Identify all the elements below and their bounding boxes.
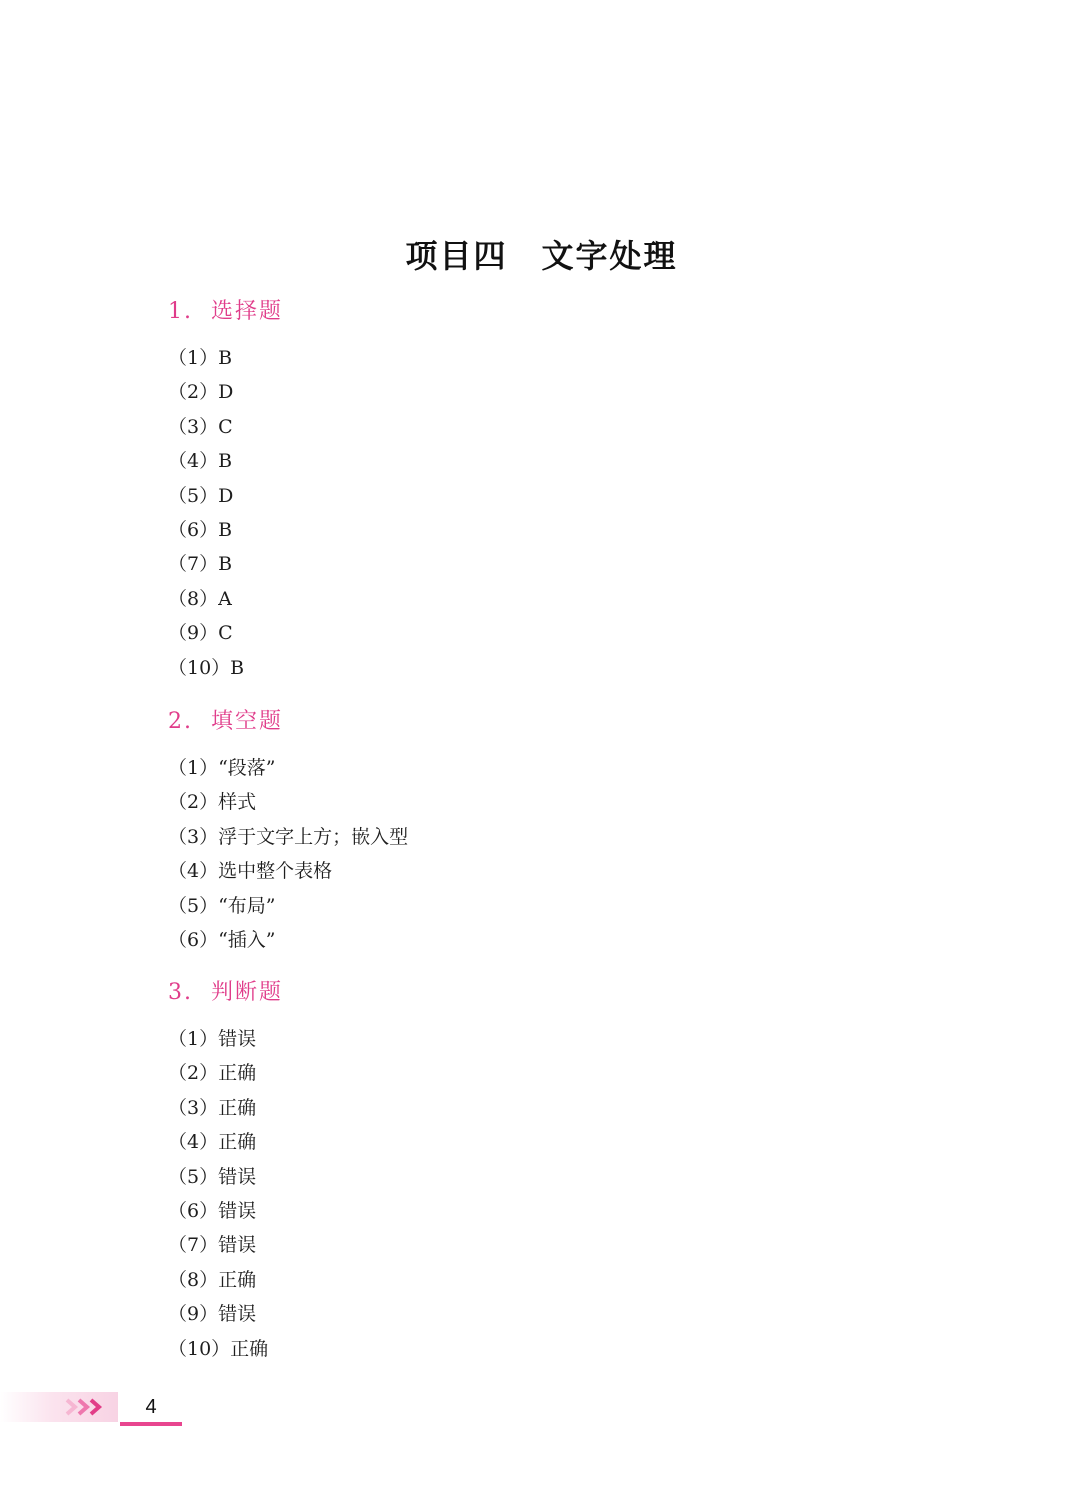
answer-item: （2）D bbox=[168, 381, 234, 404]
answer-item: （8）A bbox=[168, 587, 232, 610]
page-number-underline bbox=[120, 1422, 182, 1426]
answer-item: （3）C bbox=[168, 415, 233, 438]
section-multiple-choice bbox=[168, 297, 283, 685]
answer-item: （8）正确 bbox=[168, 1268, 257, 1291]
answer-item: （4）B bbox=[168, 450, 233, 473]
answer-item: （4）选中整个表格 bbox=[168, 860, 333, 883]
answer-item: （4）正确 bbox=[168, 1131, 257, 1154]
answer-item: （9）错误 bbox=[168, 1303, 257, 1326]
answer-item: （7）B bbox=[168, 553, 233, 576]
answer-item: （2）正确 bbox=[168, 1062, 257, 1085]
page-footer bbox=[0, 1388, 200, 1432]
section-heading: 2. 填空题 bbox=[168, 709, 283, 734]
answer-item: （10）正确 bbox=[168, 1337, 269, 1360]
answer-item: （3）正确 bbox=[168, 1096, 257, 1119]
answer-list bbox=[168, 1022, 283, 1366]
answer-item: （1）B bbox=[168, 347, 233, 369]
section-fill-in-blank bbox=[168, 707, 408, 957]
answer-item: （5）D bbox=[168, 484, 234, 507]
section-heading: 1. 选择题 bbox=[168, 299, 283, 324]
answer-item: （6）B bbox=[168, 518, 233, 541]
answer-item: （7）错误 bbox=[168, 1234, 257, 1257]
double-chevron-right-icon bbox=[64, 1391, 106, 1423]
section-true-false bbox=[168, 978, 283, 1366]
answer-list bbox=[168, 341, 283, 685]
answer-item: （6）“插入” bbox=[168, 928, 276, 951]
answer-item: （9）C bbox=[168, 622, 233, 645]
answer-item: （5）错误 bbox=[168, 1165, 257, 1188]
page-number: 4 bbox=[145, 1396, 157, 1418]
section-heading: 3. 判断题 bbox=[168, 980, 283, 1005]
answer-item: （1）“段落” bbox=[168, 757, 276, 779]
answer-list bbox=[168, 751, 408, 957]
answer-item: （1）错误 bbox=[168, 1028, 257, 1050]
answer-item: （2）样式 bbox=[168, 791, 257, 814]
answer-item: （3）浮于文字上方；嵌入型 bbox=[168, 825, 409, 848]
answer-item: （10）B bbox=[168, 656, 245, 679]
page-title: 项目四 文字处理 bbox=[405, 237, 678, 276]
answer-item: （5）“布局” bbox=[168, 894, 276, 917]
answer-item: （6）错误 bbox=[168, 1199, 257, 1222]
